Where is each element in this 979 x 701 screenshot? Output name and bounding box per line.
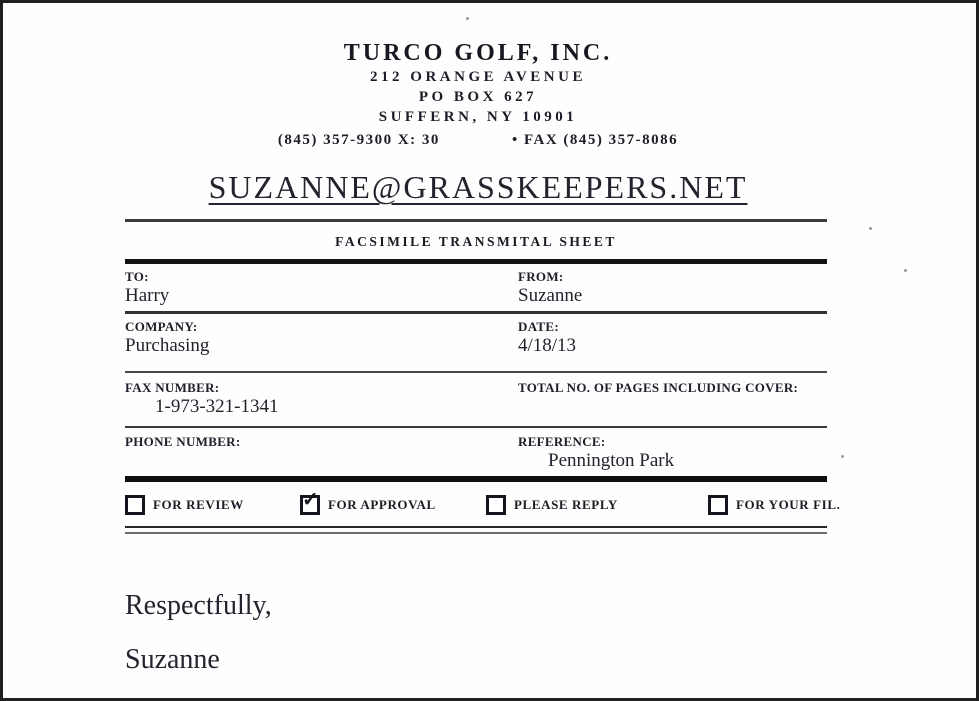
field-from-label: FROM: <box>518 269 564 284</box>
scan-speck <box>841 455 844 458</box>
field-to-value: Harry <box>125 285 170 306</box>
checkbox-for-review <box>125 495 244 515</box>
form-row-faxnum-pages <box>125 373 827 428</box>
checkbox-please-reply <box>486 495 618 515</box>
field-date-value: 4/18/13 <box>518 335 577 356</box>
checkbox-please-reply-box <box>486 495 506 515</box>
rule-bottom-double <box>125 526 827 534</box>
field-fax-number <box>125 380 518 426</box>
checkmark-icon: ✓ <box>302 489 319 511</box>
checkbox-for-approval-box <box>300 489 320 515</box>
checkbox-please-reply-label: PLEASE REPLY <box>514 497 618 512</box>
form-row-phone-reference <box>125 428 827 476</box>
form-row-to-from <box>125 264 827 314</box>
scan-speck <box>869 227 872 230</box>
address-line-1: 212 ORANGE AVENUE <box>370 69 586 85</box>
field-company-label: COMPANY: <box>125 319 198 334</box>
checkbox-for-your-file <box>708 495 840 515</box>
phone-number-text: (845) 357-9300 X: 30 <box>277 132 440 148</box>
field-reference-value: Pennington Park <box>548 450 675 471</box>
checkbox-row <box>125 482 841 526</box>
field-company-value: Purchasing <box>125 335 210 356</box>
company-name: TURCO GOLF, INC. <box>343 40 613 66</box>
field-total-pages-label: TOTAL NO. OF PAGES INCLUDING COVER: <box>518 380 799 395</box>
field-from <box>518 269 827 311</box>
checkbox-for-your-file-label: FOR YOUR FIL. <box>736 497 841 512</box>
checkbox-for-approval <box>300 489 436 515</box>
checkbox-for-your-file-box <box>708 495 728 515</box>
field-phone-number-label: PHONE NUMBER: <box>125 434 241 449</box>
field-date-label: DATE: <box>518 319 559 334</box>
field-reference-label: REFERENCE: <box>518 434 606 449</box>
scan-speck <box>904 269 907 272</box>
closing-salutation: Respectfully, <box>125 590 272 621</box>
closing-block <box>125 590 976 676</box>
field-fax-number-value: 1-973-321-1341 <box>155 396 279 417</box>
email-address: SUZANNE@GRASSKEEPERS.NET <box>208 169 748 205</box>
letterhead <box>125 39 831 206</box>
field-to <box>125 269 518 311</box>
checkbox-for-approval-label: FOR APPROVAL <box>328 497 436 512</box>
form-row-company-date <box>125 314 827 373</box>
field-reference <box>518 434 827 476</box>
phone-fax-line <box>125 132 831 149</box>
fax-number-text: • FAX (845) 357-8086 <box>511 132 679 148</box>
fax-transmittal-form <box>125 219 841 534</box>
checkbox-for-review-label: FOR REVIEW <box>153 497 244 512</box>
field-to-label: TO: <box>125 269 149 284</box>
form-title: FACSIMILE TRANSMITAL SHEET <box>335 234 617 249</box>
address-line-2: PO BOX 627 <box>418 89 538 105</box>
checkbox-for-review-box <box>125 495 145 515</box>
field-date <box>518 319 827 371</box>
field-total-pages <box>518 380 827 426</box>
address-line-3: SUFFERN, NY 10901 <box>378 109 578 125</box>
scan-speck <box>466 17 469 20</box>
closing-signature: Suzanne <box>125 644 220 675</box>
field-fax-number-label: FAX NUMBER: <box>125 380 220 395</box>
field-phone-number <box>125 434 518 476</box>
field-from-value: Suzanne <box>518 285 583 306</box>
field-company <box>125 319 518 371</box>
